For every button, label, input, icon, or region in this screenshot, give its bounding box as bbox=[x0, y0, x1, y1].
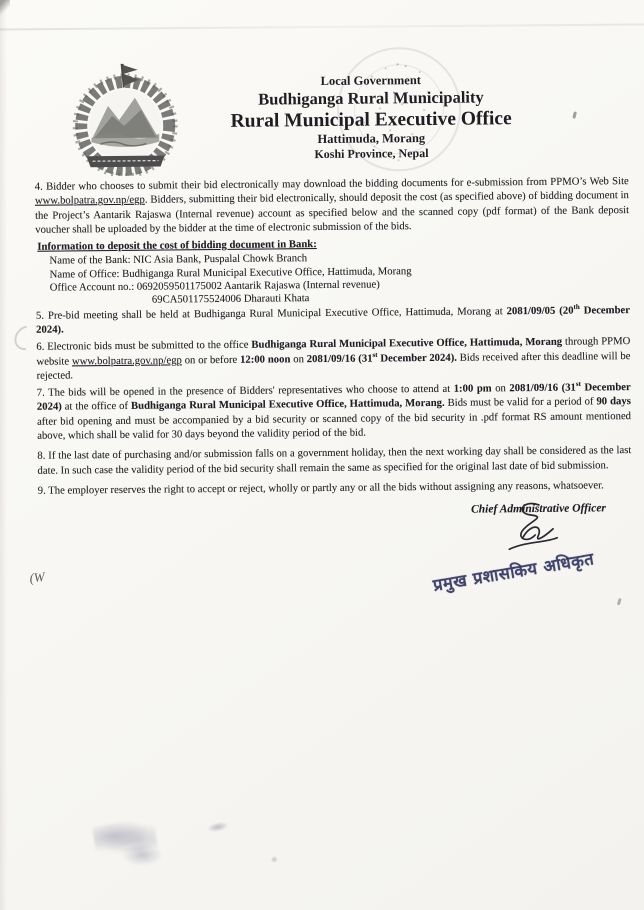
text-segment: 6. Electronic bids must be submitted to the office bbox=[36, 338, 252, 354]
paragraph-6 bbox=[36, 334, 630, 383]
document-body bbox=[35, 174, 632, 521]
text-segment: st bbox=[575, 380, 581, 389]
text-segment: 4. Bidder who chooses to submit their bid electronically may download the bidding documents for e-submission from PPMO’s Web Site bbox=[34, 175, 629, 193]
bank-detail-line: Name of Office: Budhiganga Rural Municipal Executive Office, Hattimuda, Morang bbox=[49, 264, 412, 281]
text-segment: on bbox=[290, 352, 307, 365]
text-segment: . Bidders, submitting their bid electronically, should deposit the cost (as specified above) of bidding document in the Project’s Aantarik Rajaswa (Internal revenue) account as specified below and the scanned copy (pdf format) of the Bank deposit voucher shall be uploaded by the bidder at the time of electronic submission of the bids. bbox=[34, 189, 630, 236]
text-segment: December 2024) bbox=[36, 381, 631, 414]
ink-smudge bbox=[92, 817, 158, 856]
letterhead-address: Hattimuda, Morang bbox=[317, 131, 426, 147]
text-segment: after bid opening and must be accompanied by a bid security or scanned copy of the bid security in .pdf format RS amount mentioned above, which shall be valid for 30 days beyond the validity period of the bid. bbox=[36, 409, 632, 442]
text-segment: 7. The bids will be opened in the presence of Bidders' representatives who choose to attend at bbox=[36, 382, 454, 399]
text-segment: 9. The employer reserves the right to accept or reject, wholly or partly any or all the bids without assigning any reasons, whatsoever. bbox=[37, 479, 604, 497]
text-segment: 2081/09/16 (31 bbox=[509, 381, 576, 395]
text-segment: 90 days bbox=[596, 395, 631, 408]
paragraph-7 bbox=[37, 380, 632, 443]
text-segment: Bids must be valid for a period of bbox=[444, 395, 597, 410]
nepal-coat-of-arms-emblem bbox=[63, 61, 188, 176]
ink-smudge bbox=[270, 856, 278, 862]
text-segment: Bids received after this deadline will be rejected. bbox=[36, 349, 631, 382]
text-segment: th bbox=[573, 302, 580, 311]
text-segment: December 2024). bbox=[36, 303, 631, 336]
handwritten-margin-mark: (W bbox=[28, 569, 46, 586]
bank-detail-line: 69CA501175524006 Dharauti Khata bbox=[151, 292, 310, 307]
letterhead-government-line: Local Government bbox=[320, 73, 422, 89]
text-segment: Budhiganga Rural Municipal Executive Office, Hattimuda, Morang bbox=[251, 335, 563, 351]
text-segment: 12:00 noon bbox=[239, 352, 291, 366]
letterhead-office-name: Rural Municipal Executive Office bbox=[230, 108, 512, 132]
bank-details bbox=[49, 250, 629, 309]
text-segment: www.bolpatra.gov.np/egp bbox=[71, 353, 182, 367]
bank-detail-line: Office Account no.: 0692059501175002 Aantarik Rajaswa (Internal revenue) bbox=[49, 278, 380, 294]
signatory-title: Chief Administrative Officer bbox=[471, 502, 606, 516]
faded-round-stamp-inner-ring bbox=[354, 64, 445, 155]
text-segment: at the office of bbox=[61, 400, 132, 413]
text-segment: through PPMO website bbox=[36, 335, 631, 368]
paragraph-5 bbox=[36, 303, 630, 337]
text-segment: Budhiganga Rural Municipal Executive Office, Hattimuda, Morang. bbox=[130, 397, 445, 413]
letterhead-municipality-name: Budhiganga Rural Municipality bbox=[258, 87, 484, 109]
text-segment: on or before bbox=[181, 353, 241, 366]
text-segment: 2081/09/05 (20 bbox=[506, 304, 574, 317]
text-segment: st bbox=[372, 350, 378, 359]
ink-smudge bbox=[118, 842, 166, 868]
faded-round-stamp bbox=[336, 47, 461, 172]
ink-smudge bbox=[205, 820, 231, 835]
ink-speck bbox=[617, 598, 622, 606]
bank-info-heading: Information to deposit the cost of bidding document in Bank: bbox=[37, 238, 317, 253]
emblem-graphic bbox=[63, 61, 188, 176]
text-segment: on bbox=[491, 382, 510, 395]
text-segment: December 2024). bbox=[377, 351, 457, 365]
paragraph-8 bbox=[37, 443, 631, 477]
stamp-ink-specks bbox=[397, 63, 399, 65]
text-segment: 1:00 pm bbox=[453, 382, 492, 395]
paragraph-4 bbox=[35, 174, 630, 237]
text-segment: 5. Pre-bid meeting shall be held at Budhiganga Rural Municipal Executive Office, Hattimuda, Morang at bbox=[35, 304, 507, 322]
text-segment: 2081/09/16 (31 bbox=[306, 352, 373, 365]
bank-detail-line: Name of the Bank: NIC Asia Bank, Puspalal Chowk Branch bbox=[49, 252, 308, 268]
ink-speck bbox=[572, 111, 577, 119]
text-segment: www.bolpatra.gov.np/egp bbox=[34, 194, 145, 208]
letterhead-province: Koshi Province, Nepal bbox=[314, 145, 429, 162]
official-stamp-devanagari: प्रमुख प्रशासकिय अधिकृत bbox=[431, 549, 596, 595]
scan-edge-shadow bbox=[0, 0, 7, 910]
text-segment: 8. If the last date of purchasing and/or submission falls on a government holiday, then the next working day shall be considered as the last date. In such case the validity period of the bid security shall remain the same as specified for the original last date of bid submission. bbox=[37, 444, 632, 477]
